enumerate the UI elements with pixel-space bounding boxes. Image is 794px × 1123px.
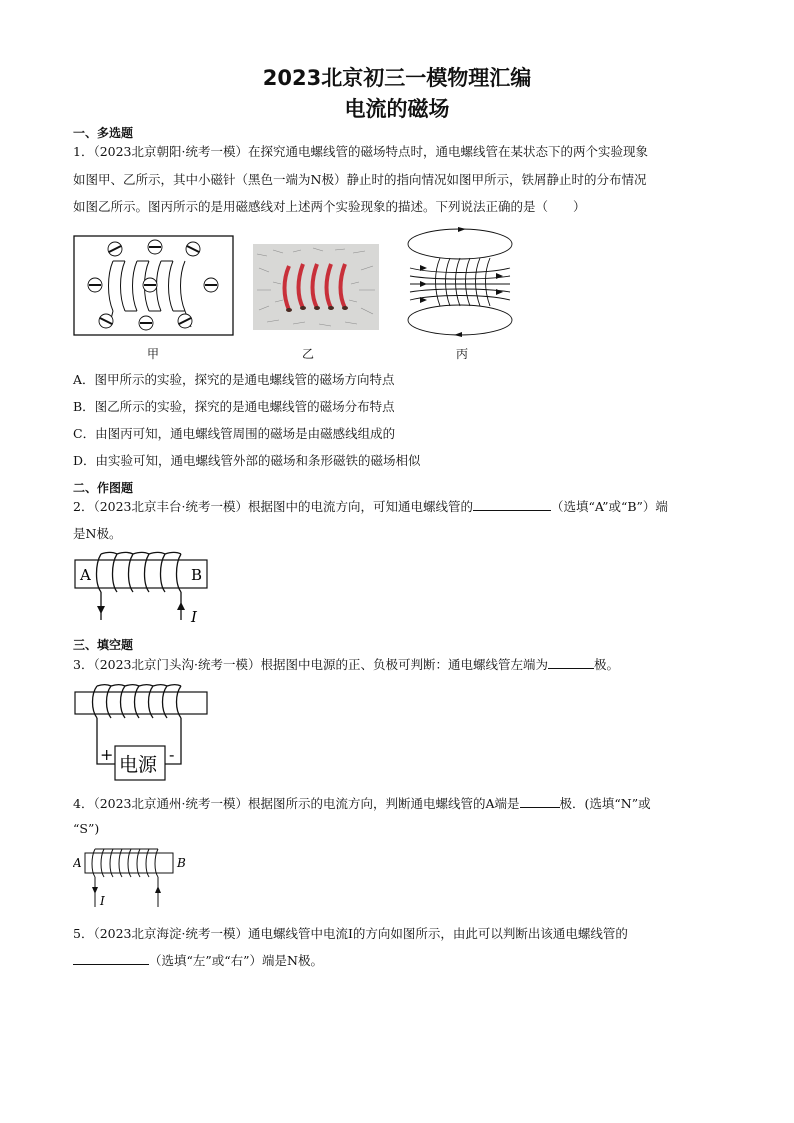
q2-text-line2: 是N极。	[73, 526, 122, 541]
q3-text-line1	[73, 655, 619, 673]
figure-jia-compass-solenoid	[73, 235, 235, 337]
q2-text-part2: （选填“A”或“B”）端	[551, 499, 668, 514]
q1-option-c: C．由图丙可知，通电螺线管周围的磁场是由磁感线组成的	[73, 426, 396, 441]
section-heading-drawing: 二、作图题	[73, 481, 134, 495]
page-subtitle: 电流的磁场	[344, 97, 450, 121]
figure-yi-iron-filings	[253, 244, 379, 330]
q4-label-current: I	[100, 894, 105, 908]
q5-text-part2: （选填“左”或“右”）端是N极。	[149, 953, 323, 968]
q4-arrow-down-icon	[92, 887, 98, 894]
q4-text-line1	[73, 794, 651, 812]
q4-answer-blank	[520, 795, 560, 808]
section-heading-fill-blank: 三、填空题	[73, 638, 134, 652]
q4-text-line2: “S”)	[73, 821, 100, 836]
page-title: 2023北京初三一模物理汇编	[262, 66, 532, 90]
q2-arrow-down-icon	[97, 606, 105, 614]
q1-text-line2: 如图甲、乙所示，其中小磁针（黑色一端为N极）静止时的指向情况如图甲所示，铁屑静止时的分布情况	[73, 172, 647, 187]
figure-q4-solenoid	[73, 845, 193, 911]
figure-q2-solenoid	[73, 550, 213, 626]
q3-power-source-label: 电源	[119, 754, 158, 776]
section-heading-multiple-choice: 一、多选题	[73, 126, 134, 140]
q5-answer-blank	[73, 952, 149, 965]
q3-answer-blank	[548, 656, 594, 669]
q4-text-part2: 极．(选填“N”或	[559, 796, 651, 811]
q2-label-b: B	[191, 566, 203, 584]
q3-plus-sign: +	[100, 745, 114, 764]
q1-option-a: A．图甲所示的实验，探究的是通电螺线管的磁场方向特点	[73, 372, 395, 387]
q2-answer-blank	[473, 498, 551, 511]
q5-text-line1: 5．（2023北京海淀·统考一模）通电螺线管中电流I的方向如图所示，由此可以判断出该通电螺线管的	[73, 926, 628, 941]
figure-bing-field-lines	[404, 226, 516, 338]
caption-bing: 丙	[456, 347, 469, 361]
q2-label-current: I	[191, 608, 197, 626]
q1-option-b: B．图乙所示的实验，探究的是通电螺线管的磁场分布特点	[73, 399, 395, 414]
q3-text-part2: 极。	[594, 657, 620, 672]
q2-arrow-up-icon	[177, 602, 185, 610]
q5-text-line2	[73, 951, 323, 969]
q1-option-d: D．由实验可知，通电螺线管外部的磁场和条形磁铁的磁场相似	[73, 453, 421, 468]
caption-yi: 乙	[302, 347, 315, 361]
q3-minus-sign: -	[169, 745, 175, 764]
q1-text-line3: 如图乙所示。图丙所示的是用磁感线对上述两个实验现象的描述。下列说法正确的是（ ）	[73, 199, 586, 214]
q4-label-a: A	[73, 856, 82, 870]
q1-text-line1: 1．（2023北京朝阳·统考一模）在探究通电螺线管的磁场特点时，通电螺线管在某状态下的两个实验现象	[73, 144, 648, 159]
figure-q3-solenoid-power	[73, 680, 211, 784]
q2-text-part1: 2．（2023北京丰台·统考一模）根据图中的电流方向，可知通电螺线管的	[73, 499, 473, 514]
q2-label-a: A	[80, 566, 91, 584]
q4-arrow-up-icon	[155, 886, 161, 893]
caption-jia: 甲	[147, 347, 160, 361]
q2-text-line1	[73, 497, 668, 515]
q3-text-part1: 3．（2023北京门头沟·统考一模）根据图中电源的正、负极可判断：通电螺线管左端为	[73, 657, 548, 672]
q4-text-part1: 4．（2023北京通州·统考一模）根据图所示的电流方向，判断通电螺线管的A端是	[73, 796, 520, 811]
q4-label-b: B	[177, 856, 186, 870]
